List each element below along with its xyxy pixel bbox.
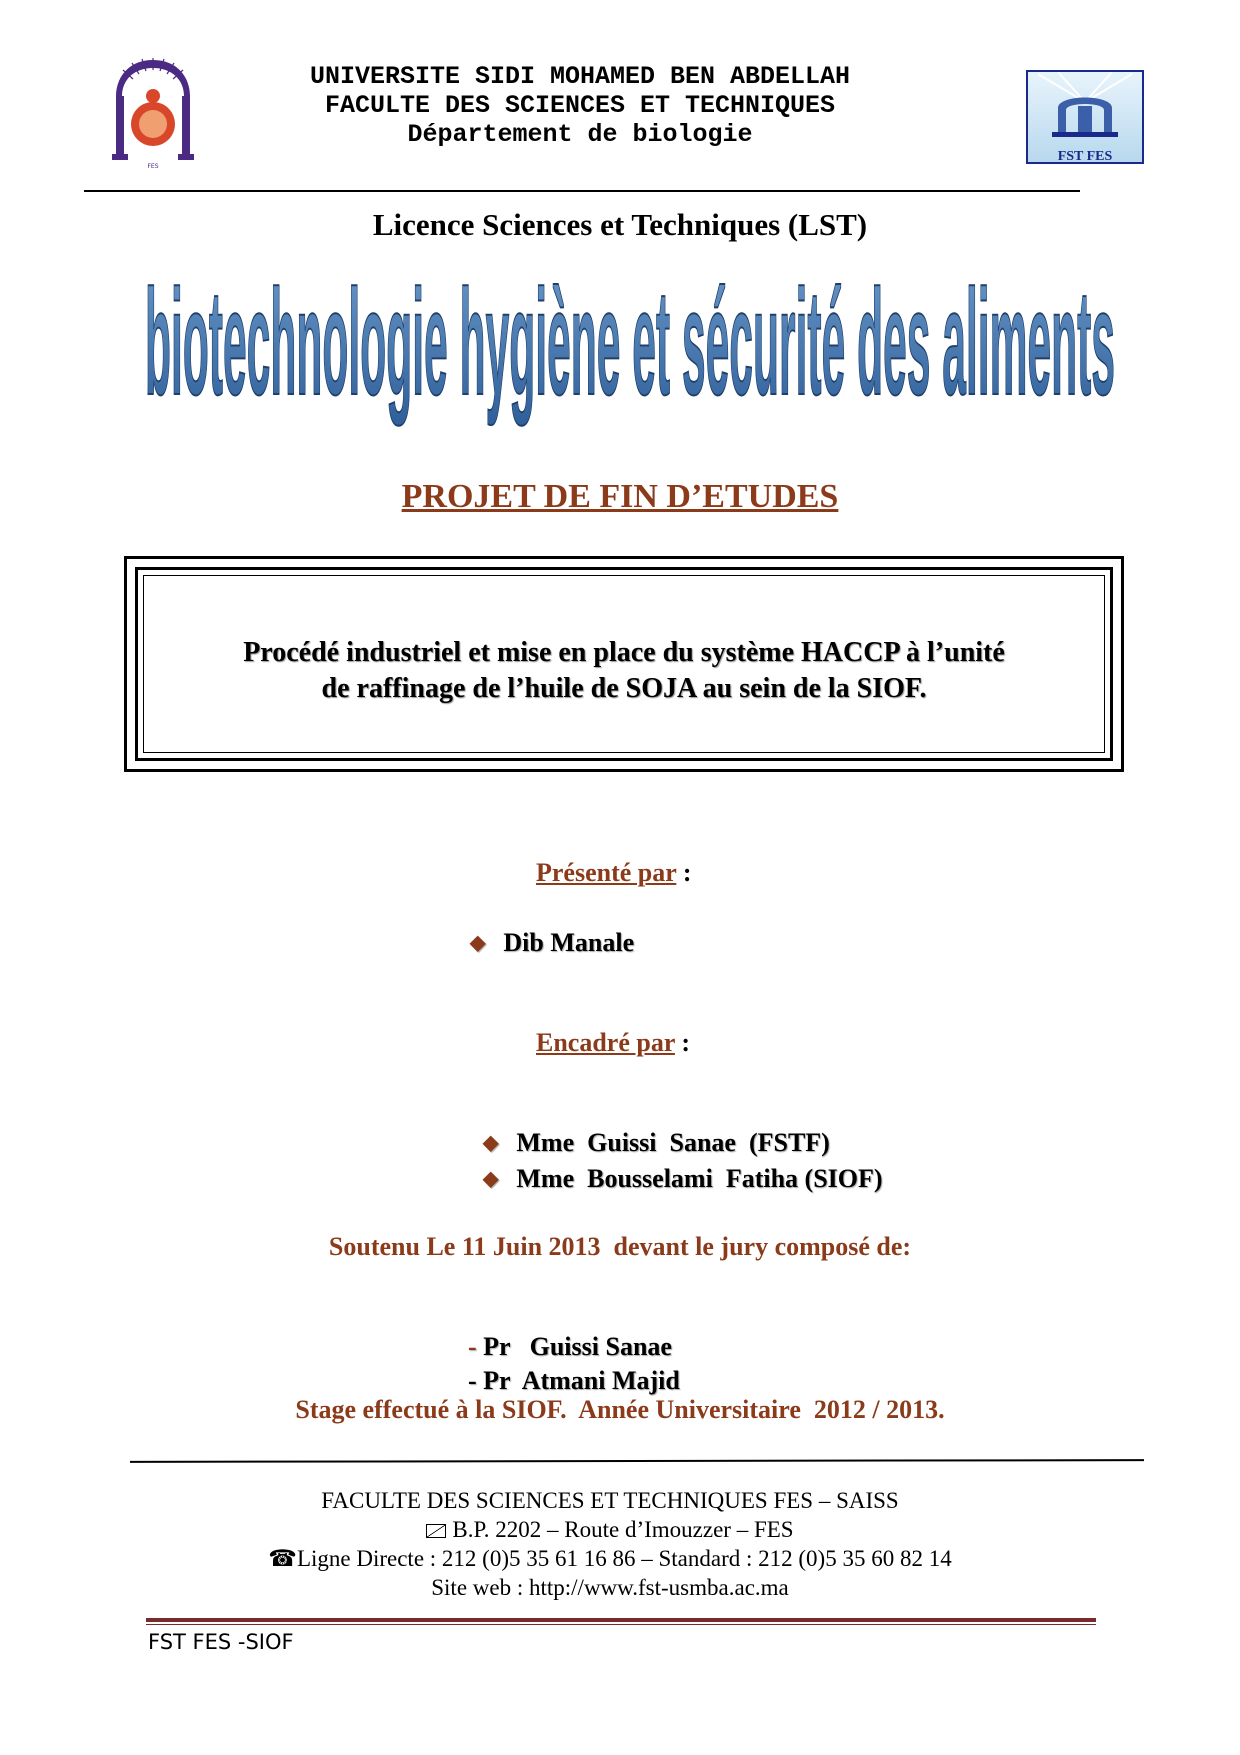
- jury-member: - Pr Atmani Majid: [468, 1366, 680, 1395]
- page-footer-label: FST FES -SIOF: [148, 1630, 294, 1654]
- institution-header: [230, 62, 930, 149]
- project-title-box: [124, 556, 1124, 772]
- diamond-bullet-icon: ◆: [483, 1168, 499, 1190]
- footer-bar-thick: [146, 1618, 1096, 1622]
- presenter-item: ◆ Dib Manale: [470, 928, 635, 957]
- envelope-icon: [426, 1524, 446, 1538]
- department-name: Département de biologie: [407, 120, 753, 149]
- footer-faculty: FACULTE DES SCIENCES ET TECHNIQUES FES – SAISS: [321, 1488, 899, 1513]
- fst-logo-text: FST FES: [1057, 149, 1113, 164]
- internship-statement: Stage effectué à la SIOF. Année Universitaire 2012 / 2013.: [295, 1395, 945, 1424]
- program-title: Licence Sciences et Techniques (LST): [372, 207, 868, 242]
- fst-fes-logo: [1026, 70, 1144, 164]
- specialty-title: [140, 254, 1120, 444]
- supervisor-item: ◆ Mme Bousselami Fatiha (SIOF): [483, 1164, 883, 1193]
- supervisor-item: ◆ Mme Guissi Sanae (FSTF): [483, 1128, 830, 1157]
- svg-text:FES: FES: [147, 163, 159, 170]
- footer-divider: [130, 1459, 1144, 1463]
- diamond-bullet-icon: ◆: [470, 932, 486, 954]
- footer-website: Site web : http://www.fst-usmba.ac.ma: [431, 1575, 789, 1600]
- fst-emblem-icon: [1028, 72, 1142, 142]
- faculty-name: FACULTE DES SCIENCES ET TECHNIQUES: [324, 91, 836, 120]
- header-divider: [84, 190, 1080, 192]
- defense-statement: Soutenu Le 11 Juin 2013 devant le jury composé de:: [328, 1232, 912, 1261]
- footer-phone: ☎Ligne Directe : 212 (0)5 35 61 16 86 – Standard : 212 (0)5 35 60 82 14: [268, 1546, 952, 1571]
- diamond-bullet-icon: ◆: [483, 1132, 499, 1154]
- university-name: UNIVERSITE SIDI MOHAMED BEN ABDELLAH: [309, 62, 851, 91]
- project-title-line-2: de raffinage de l’huile de SOJA au sein de la SIOF.: [321, 673, 927, 704]
- footer-po-box: B.P. 2202 – Route d’Imouzzer – FES: [0, 1515, 1220, 1544]
- presented-by-label: Présenté par :: [536, 858, 692, 887]
- specialty-title-text: biotechnologie hygiène et sécurité des aliments: [145, 258, 1115, 426]
- project-title: [127, 635, 1121, 707]
- footer-bar-thin: [146, 1624, 1096, 1625]
- university-logo: [108, 56, 198, 171]
- pfe-heading: PROJET DE FIN D’ETUDES: [401, 478, 839, 515]
- project-title-line-1: Procédé industriel et mise en place du système HACCP à l’unité: [243, 637, 1005, 668]
- phone-icon: ☎: [268, 1546, 297, 1571]
- faculty-address: [0, 1486, 1220, 1602]
- supervised-by-label: Encadré par :: [536, 1028, 691, 1057]
- jury-member: - Pr Guissi Sanae: [468, 1332, 672, 1361]
